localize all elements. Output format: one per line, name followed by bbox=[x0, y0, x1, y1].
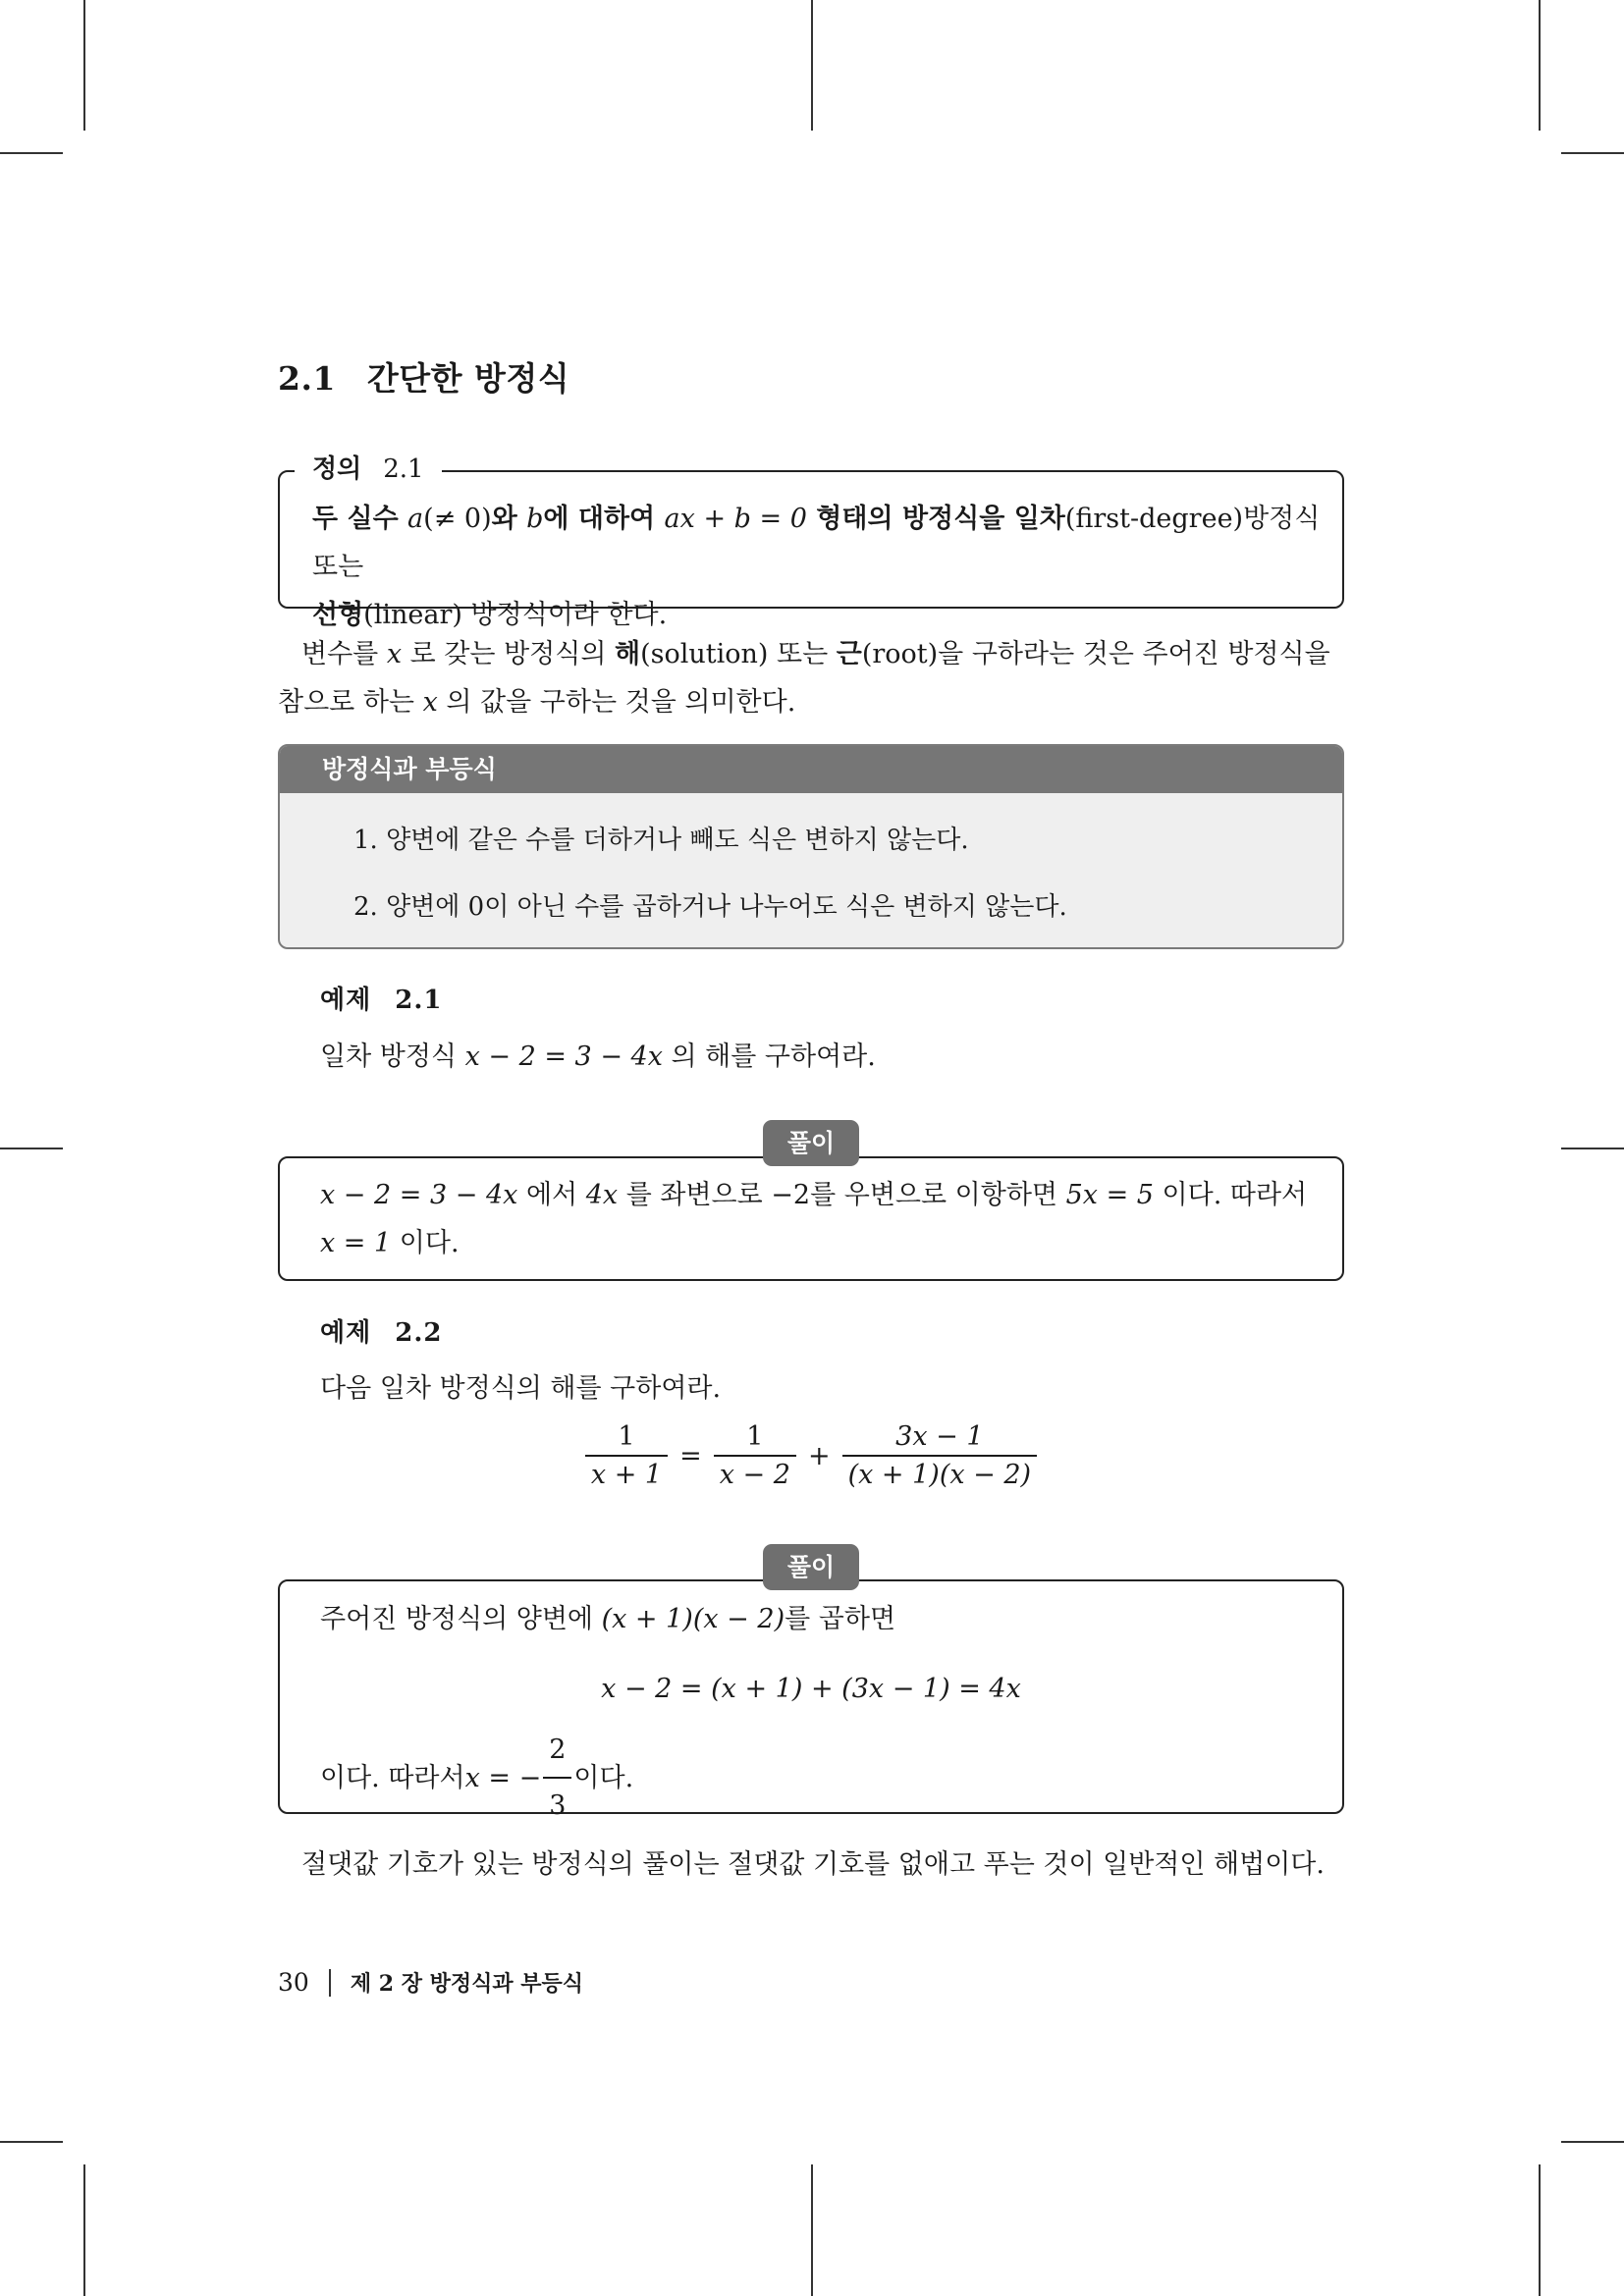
definition-keyword: 정의 bbox=[312, 454, 362, 484]
property-box-title: 방정식과 부등식 bbox=[280, 746, 1342, 793]
property-box bbox=[278, 744, 1344, 949]
solution-tag: 풀이 bbox=[763, 1120, 859, 1166]
fraction: $\frac{2}{3}$ bbox=[543, 1726, 571, 1830]
crop-mark bbox=[811, 2164, 813, 2296]
crop-mark bbox=[0, 152, 63, 154]
crop-mark bbox=[83, 0, 85, 131]
crop-mark bbox=[0, 2141, 63, 2143]
crop-mark bbox=[1561, 152, 1624, 154]
solution-line-1: x − 2 = 3 − 4x 에서 4x 를 좌변으로 −2를 우변으로 이항하면 5x = 5 이다. 따라서 bbox=[320, 1180, 1308, 1210]
footer-divider bbox=[329, 1969, 331, 1997]
crop-mark bbox=[811, 0, 813, 131]
definition-text bbox=[312, 495, 1324, 639]
example-title: 예제 2.1 bbox=[320, 986, 443, 1015]
solution-tag: 풀이 bbox=[763, 1544, 859, 1590]
fraction: $\frac{1}{x - 2}$ bbox=[714, 1421, 796, 1490]
crop-mark bbox=[1539, 2164, 1541, 2296]
section-title-text: 간단한 방정식 bbox=[366, 359, 570, 398]
solution-line-2: x = 1 이다. bbox=[320, 1228, 460, 1258]
page-number: 30 bbox=[278, 1968, 309, 1997]
closing-paragraph: 절댓값 기호가 있는 방정식의 풀이는 절댓값 기호를 없애고 푸는 것이 일반적인 해법이다. bbox=[301, 1849, 1325, 1880]
solution-line-3: 이다. 따라서 x = − $\frac{2}{3}$ 이다. bbox=[320, 1726, 633, 1830]
page-footer bbox=[278, 1967, 583, 1998]
fraction: $\frac{3x - 1}{(x + 1)(x - 2)}$ bbox=[842, 1421, 1038, 1490]
definition-number: 2.1 bbox=[383, 454, 424, 484]
chapter-title: 제 2 장 방정식과 부등식 bbox=[350, 1971, 584, 1997]
intro-line-1: 변수를 x 로 갖는 방정식의 해(solution) 또는 근(root)을 구하라는 것은 주어진 방정식을 bbox=[301, 639, 1330, 669]
property-list bbox=[280, 793, 1342, 940]
definition-line-1: 두 실수 a(≠ 0)와 b에 대하여 ax + b = 0 형태의 방정식을 일차(first-degree)방정식 또는 bbox=[312, 504, 1321, 582]
list-item: 1. 양변에 같은 수를 더하거나 빼도 식은 변하지 않는다. bbox=[353, 826, 969, 855]
crop-mark bbox=[1561, 2141, 1624, 2143]
example-problem: 일차 방정식 x − 2 = 3 − 4x 의 해를 구하여라. bbox=[320, 1041, 876, 1072]
fraction: $\frac{1}{x + 1}$ bbox=[585, 1421, 668, 1490]
example-problem: 다음 일차 방정식의 해를 구하여라. bbox=[320, 1373, 722, 1404]
intro-paragraph bbox=[278, 630, 1348, 726]
section-title bbox=[278, 353, 569, 400]
intro-line-2: 참으로 하는 x 의 값을 구하는 것을 의미한다. bbox=[278, 687, 796, 718]
crop-mark bbox=[1561, 1148, 1624, 1149]
definition-label bbox=[295, 449, 442, 485]
example-equation: $\frac{1}{x + 1}$ = $\frac{1}{x - 2}$ + $\frac{3x - 1}{(x + 1)(x - 2)}$ bbox=[278, 1421, 1344, 1490]
crop-mark bbox=[1539, 0, 1541, 131]
definition-line-2: 선형(linear) 방정식이라 한다. bbox=[312, 600, 668, 630]
solution-line-1: 주어진 방정식의 양변에 (x + 1)(x − 2)를 곱하면 bbox=[320, 1604, 896, 1634]
crop-mark bbox=[0, 1148, 63, 1149]
solution-equation: x − 2 = (x + 1) + (3x − 1) = 4x bbox=[601, 1674, 1021, 1704]
list-item: 2. 양변에 0이 아닌 수를 곱하거나 나누어도 식은 변하지 않는다. bbox=[353, 892, 1067, 922]
section-number: 2.1 bbox=[278, 359, 336, 398]
example-title: 예제 2.2 bbox=[320, 1318, 443, 1348]
crop-mark bbox=[83, 2164, 85, 2296]
solution-text bbox=[320, 1171, 1331, 1267]
